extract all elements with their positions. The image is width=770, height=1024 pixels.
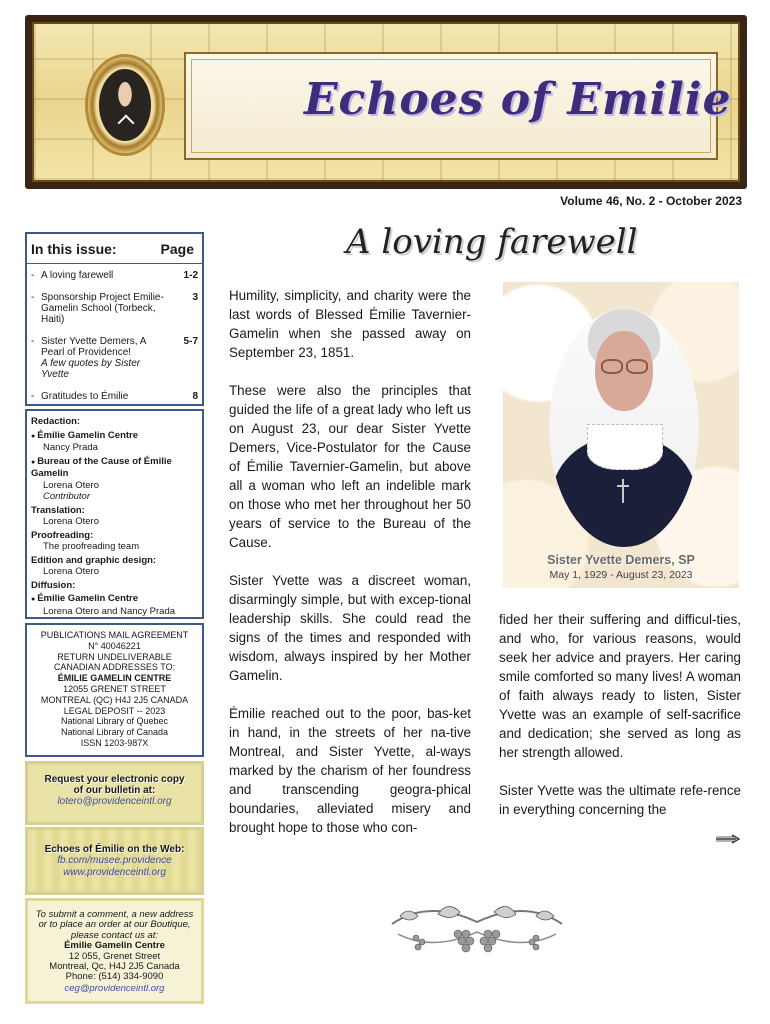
photo-dates: May 1, 1929 - August 23, 2023 — [549, 569, 693, 581]
grape-vine-ornament-icon — [388, 894, 566, 960]
volume-issue-date: Volume 46, No. 2 - October 2023 — [560, 194, 742, 208]
toc-item[interactable]: - A loving farewell 1-2 — [31, 270, 198, 281]
website-link[interactable]: www.providenceintl.org — [63, 867, 166, 878]
cross-pendant-icon — [622, 479, 624, 503]
portrait-frame — [74, 47, 184, 179]
toc-item[interactable]: - Sponsorship Project Emilie-Gamelin School (Torbeck, Haiti) 3 — [31, 292, 198, 325]
paragraph: Émilie reached out to the poor, bas-ket in hand, in the streets of her na-tive Montreal, and Sister Yvette, al-ways marked by the charism of her foundress and transcending geogra-phical boundaries, alleviated misery and brought hope to those who con- — [229, 706, 471, 835]
contact-box: To submit a comment, a new address or to place an order at our Boutique, please contact us at: Émilie Gamelin Centre 12 055, Grenet Street Montreal, Qc, H4J 2J5 Canada Phone: (514) 334-9090 ceg@providenceintl.org — [25, 898, 204, 1004]
photo-caption: Sister Yvette Demers, SP — [547, 553, 695, 567]
facebook-link[interactable]: fb.com/musee.providence — [57, 855, 172, 866]
article-headline: A loving farewell — [346, 222, 638, 262]
toc-item[interactable]: - Gratitudes to Émilie 8 — [31, 391, 198, 402]
masthead-banner — [25, 15, 747, 189]
paragraph: fided her their suffering and difficul-ties, and who, for various reasons, would seek her advice and prayers. Her caring smile comforted so many lives! A woman of faith always ready to listen, Sister Yvette was an example of self-sacrifice and dedication; she served as long as her strength allowed. — [499, 612, 741, 760]
toc-heading: In this issue: — [31, 241, 117, 257]
paragraph: These were also the principles that guided the life of a great lady who left us on August 23, our dear Sister Yvette Demers, Vice-Postulator for the Cause of Émilie Tavernier-Gamelin, but above all a woman who left an indelible mark on those who met her throughout her 50 years of service to the Bureau of the Cause. — [229, 383, 471, 550]
paragraph: Sister Yvette was the ultimate refe-rence in everything concerning the — [499, 783, 741, 817]
article-column-2 — [499, 610, 741, 838]
continue-arrow-icon — [716, 834, 740, 844]
toc-item[interactable]: - Sister Yvette Demers, A Pearl of Providence! A few quotes by Sister Yvette 5-7 — [31, 336, 198, 380]
stained-glass-panel — [32, 22, 740, 182]
article-column-1 — [229, 286, 471, 856]
mail-agreement-box: PUBLICATIONS MAIL AGREEMENT N° 40046221 RETURN UNDELIVERABLE CANADIAN ADDRESSES TO: ÉMILIE GAMELIN CENTRE 12055 GRENET STREET MONTREAL (QC) H4J 2J5 CANADA LEGAL DEPOSIT -- 2023 National Library of Quebec National Library of Canada ISSN 1203-987X — [25, 623, 204, 757]
table-of-contents — [25, 232, 204, 406]
paragraph: Humility, simplicity, and charity were the last words of Blessed Émilie Tavernier-Gamelin when she passed away on September 23, 1851. — [229, 288, 471, 360]
email-link[interactable]: lotero@providenceintl.org — [57, 796, 172, 807]
emilie-portrait — [99, 69, 151, 141]
sister-yvette-photo — [503, 282, 739, 588]
portrait-oval — [549, 309, 699, 547]
web-links-box: Echoes of Émilie on the Web: fb.com/musee.providence www.providenceintl.org — [25, 827, 204, 895]
newsletter-title: Echoes of Emilie — [304, 74, 732, 125]
toc-page-heading: Page — [160, 241, 194, 257]
paragraph: Sister Yvette was a discreet woman, disarmingly simple, but with excep-tional leadership skills. She could read the signs of the times and responded with wisdom, always inspired by her Mother Gamelin. — [229, 573, 471, 683]
contact-email-link[interactable]: ceg@providenceintl.org — [64, 982, 165, 994]
toc-header — [27, 234, 202, 264]
electronic-copy-box: Request your electronic copy of our bulletin at: lotero@providenceintl.org — [25, 761, 204, 825]
credits-box: Redaction: ● Émilie Gamelin Centre Nancy Prada ● Bureau of the Cause of Émilie Gamelin Lorena Otero Contributor Translation: Lorena Otero Proofreading: The proofreading team Edition and graphic design: Lorena Otero Diffusion: ● Émilie Gamelin Centre Lorena Otero and Nancy Prada — [25, 409, 204, 619]
